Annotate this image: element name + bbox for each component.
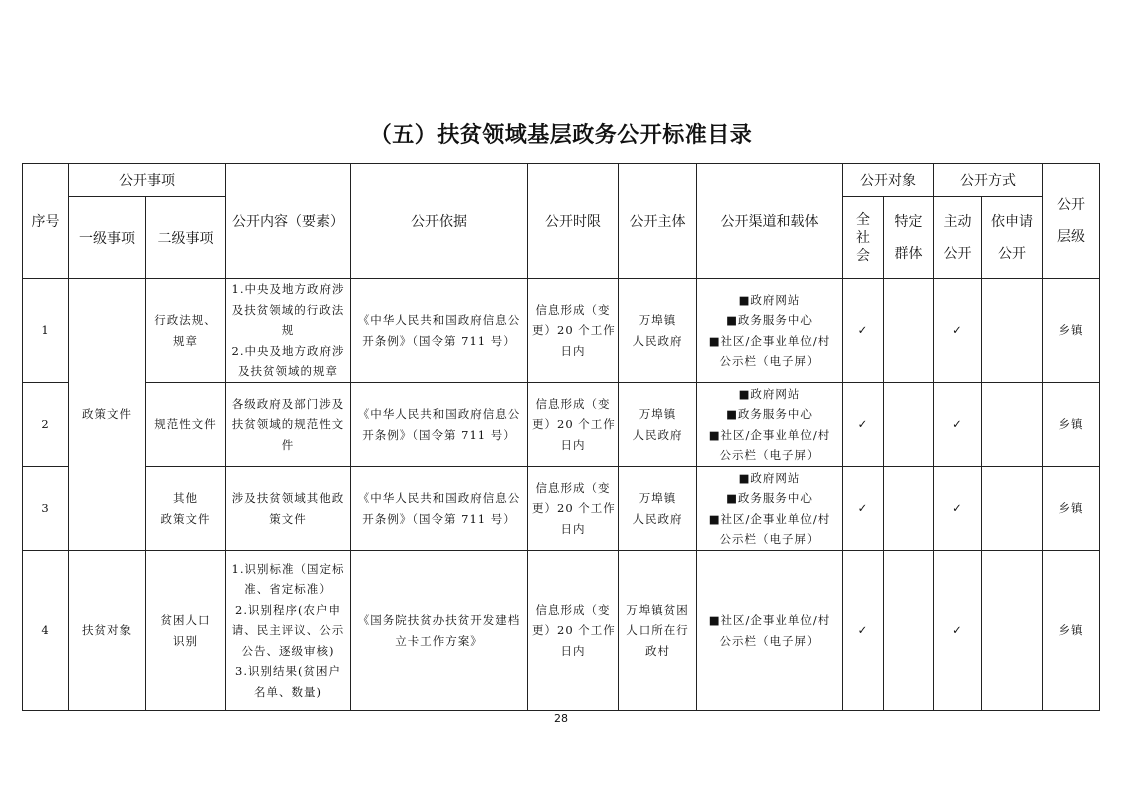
text-line: 公示栏（电子屏） [719, 354, 820, 368]
header-level2: 二级事项 [146, 197, 226, 279]
cell-level2 [146, 551, 226, 711]
text-line: 日内 [560, 521, 586, 536]
text-line: 名单、数量) [254, 684, 322, 699]
check-icon: ✓ [934, 383, 982, 467]
text-line: ■政务服务中心 [726, 407, 813, 421]
catalog-table [22, 163, 1100, 711]
cell-time-limit [528, 279, 619, 383]
cell-seq: 2 [23, 383, 69, 467]
text-line: 规章 [173, 333, 198, 348]
text-line: ■政府网站 [738, 470, 801, 485]
cell-channels [697, 383, 843, 467]
text-line: 行政法规、 [154, 313, 217, 327]
cell-level: 乡镇 [1043, 551, 1100, 711]
text-line: 公示栏（电子屏） [719, 633, 820, 648]
text-line: 人口所在行 [626, 623, 689, 638]
header-time-limit: 公开时限 [528, 164, 619, 279]
header-level-line1: 公开 [1057, 197, 1085, 213]
text-line: ■政府网站 [738, 292, 801, 307]
text-line: 1.识别标准（国定标 [231, 561, 345, 576]
header-target-specific [884, 197, 934, 279]
text-line: 《中华人民共和国政府信息公 [357, 313, 521, 327]
text-line: 及扶贫领域的行政法 [231, 302, 345, 317]
cell-level: 乡镇 [1043, 279, 1100, 383]
text-line: 信息形成（变 [535, 480, 611, 495]
header-seq: 序号 [23, 164, 69, 279]
cell-content [226, 551, 351, 711]
table-row [23, 467, 1100, 551]
text-line: 开条例》（国令第 711 号） [362, 427, 516, 442]
text-line: 万埠镇 [638, 313, 677, 327]
cell-channels [697, 551, 843, 711]
header-level1: 一级事项 [69, 197, 146, 279]
cell-time-limit [528, 551, 619, 711]
header-target-all [843, 197, 884, 279]
text-line: ■政务服务中心 [726, 313, 813, 327]
text-line: 人民政府 [632, 333, 683, 348]
text-line: 准、省定标准） [244, 582, 332, 597]
text-line: 政策文件 [160, 511, 211, 526]
text-line: ■社区/企事业单位/村 [708, 427, 831, 442]
text-line: 识别 [173, 633, 198, 648]
table-row [23, 279, 1100, 383]
cell-specific-group [884, 383, 934, 467]
header-method-active-line: 主动 [943, 213, 972, 230]
header-level-line2: 层级 [1057, 229, 1085, 245]
header-target: 公开对象 [843, 164, 934, 197]
text-line: 人民政府 [632, 511, 683, 526]
cell-on-request [982, 467, 1043, 551]
cell-level: 乡镇 [1043, 383, 1100, 467]
cell-subject [619, 383, 697, 467]
text-line: 扶贫领域的规范性文 [231, 417, 345, 432]
cell-level2 [146, 467, 226, 551]
check-icon: ✓ [843, 279, 884, 383]
text-line: 贫困人口 [160, 613, 211, 627]
text-line: 开条例》（国令第 711 号） [362, 333, 516, 348]
text-line: ■社区/企事业单位/村 [708, 511, 831, 526]
page-title: （五）扶贫领域基层政务公开标准目录 [369, 122, 753, 148]
text-line: 万埠镇 [638, 407, 677, 421]
text-line: 《国务院扶贫办扶贫开发建档 [357, 613, 521, 627]
text-line: 请、民主评议、公示 [231, 623, 345, 638]
text-line: 信息形成（变 [535, 602, 611, 617]
page-number: 28 [554, 712, 568, 725]
text-line: 及扶贫领域的规章 [238, 364, 338, 379]
check-icon: ✓ [934, 467, 982, 551]
header-channel: 公开渠道和载体 [697, 164, 843, 279]
text-line: 立卡工作方案》 [395, 633, 483, 648]
header-method-active [934, 197, 982, 279]
text-line: ■政府网站 [738, 386, 801, 401]
cell-time-limit [528, 383, 619, 467]
text-line: 更）20 个工作 [532, 323, 616, 338]
text-line: ■社区/企事业单位/村 [708, 613, 831, 627]
text-line: 涉及扶贫领域其他政 [231, 491, 345, 505]
text-line: 规范性文件 [154, 417, 217, 432]
cell-subject [619, 279, 697, 383]
text-line: 规 [281, 323, 295, 338]
cell-basis [351, 383, 528, 467]
text-line: 政村 [645, 643, 670, 658]
text-line: ■政务服务中心 [726, 491, 813, 505]
header-method-request-line: 公开 [998, 245, 1026, 262]
cell-content [226, 467, 351, 551]
header-target-all-char: 社 [856, 229, 870, 246]
text-line: 公示栏（电子屏） [719, 448, 820, 462]
cell-specific-group [884, 467, 934, 551]
text-line: 日内 [560, 437, 586, 452]
header-method-request-line: 依申请 [991, 213, 1033, 230]
cell-specific-group [884, 551, 934, 711]
text-line: 《中华人民共和国政府信息公 [357, 407, 521, 421]
cell-level1: 扶贫对象 [69, 551, 146, 711]
text-line: 策文件 [269, 511, 307, 526]
cell-subject [619, 467, 697, 551]
header-level [1043, 164, 1100, 279]
text-line: 《中华人民共和国政府信息公 [357, 491, 521, 505]
text-line: 件 [281, 437, 295, 452]
text-line: 日内 [560, 343, 586, 358]
cell-level: 乡镇 [1043, 467, 1100, 551]
text-line: 日内 [560, 643, 586, 658]
cell-on-request [982, 551, 1043, 711]
text-line: 公示栏（电子屏） [719, 532, 820, 546]
text-line: 信息形成（变 [535, 396, 611, 411]
header-subject: 公开主体 [619, 164, 697, 279]
text-line: 其他 [173, 491, 198, 505]
cell-basis [351, 467, 528, 551]
cell-seq: 3 [23, 467, 69, 551]
check-icon: ✓ [934, 551, 982, 711]
cell-time-limit [528, 467, 619, 551]
cell-basis [351, 279, 528, 383]
header-target-specific-line: 特定 [894, 213, 923, 230]
text-line: 2.中央及地方政府涉 [231, 343, 345, 358]
cell-channels [697, 467, 843, 551]
table-row [23, 551, 1100, 711]
text-line: 3.识别结果(贫困户 [235, 664, 341, 679]
cell-level2 [146, 383, 226, 467]
cell-level2 [146, 279, 226, 383]
text-line: 更）20 个工作 [532, 417, 616, 432]
header-matters: 公开事项 [69, 164, 226, 197]
table-row [23, 383, 1100, 467]
cell-basis [351, 551, 528, 711]
cell-subject [619, 551, 697, 711]
text-line: 2.识别程序(农户申 [235, 602, 341, 617]
text-line: 各级政府及部门涉及 [231, 396, 345, 411]
cell-content [226, 383, 351, 467]
header-target-all-char: 全 [856, 211, 870, 228]
header-method-request [982, 197, 1043, 279]
text-line: 开条例》（国令第 711 号） [362, 511, 516, 526]
text-line: 万埠镇 [638, 491, 677, 505]
header-basis: 公开依据 [351, 164, 528, 279]
text-line: ■社区/企事业单位/村 [708, 333, 831, 348]
cell-seq: 1 [23, 279, 69, 383]
cell-level1-group: 政策文件 [69, 279, 146, 551]
cell-on-request [982, 279, 1043, 383]
text-line: 更）20 个工作 [532, 501, 616, 516]
check-icon: ✓ [843, 467, 884, 551]
cell-specific-group [884, 279, 934, 383]
header-content: 公开内容（要素） [226, 164, 351, 279]
header-target-specific-line: 群体 [894, 245, 923, 262]
check-icon: ✓ [934, 279, 982, 383]
text-line: 人民政府 [632, 427, 683, 442]
header-target-all-char: 会 [856, 247, 870, 264]
text-line: 万埠镇贫困 [626, 602, 689, 617]
cell-on-request [982, 383, 1043, 467]
check-icon: ✓ [843, 551, 884, 711]
text-line: 信息形成（变 [535, 302, 611, 317]
text-line: 更）20 个工作 [532, 623, 616, 638]
cell-channels [697, 279, 843, 383]
header-method-active-line: 公开 [943, 245, 972, 262]
header-method: 公开方式 [934, 164, 1043, 197]
text-line: 1.中央及地方政府涉 [231, 282, 345, 297]
cell-seq: 4 [23, 551, 69, 711]
text-line: 公告、逐级审核) [241, 643, 335, 658]
check-icon: ✓ [843, 383, 884, 467]
cell-content [226, 279, 351, 383]
